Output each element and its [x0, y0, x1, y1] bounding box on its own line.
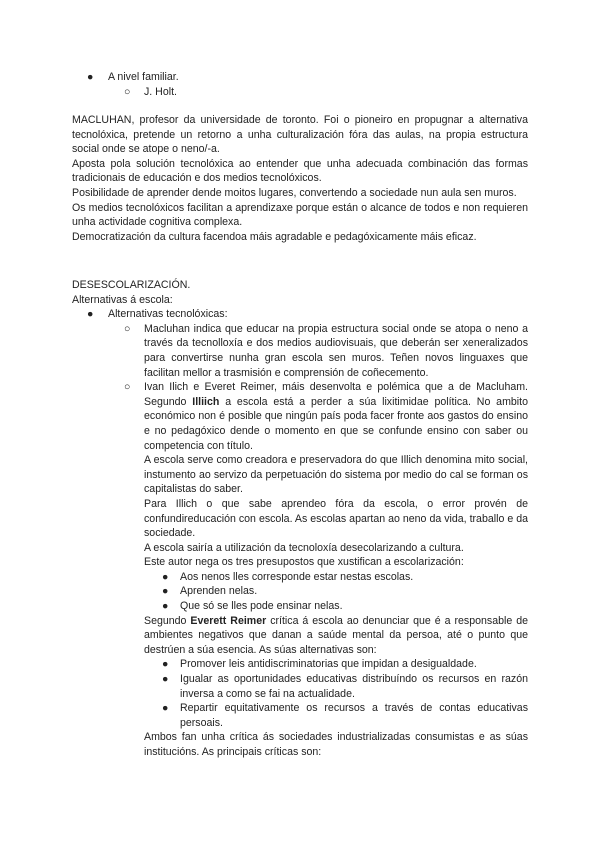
desescolarizacion-section	[72, 278, 528, 760]
illich-paragraph: Para Illich o que sabe aprendeo fóra da escola, o error provén de confundireducación con escola. As escolas apartan ao neno da vida, traballo e da sociedade.	[144, 497, 528, 540]
list-item	[162, 570, 528, 585]
list-item-text: Aprenden nelas.	[180, 585, 258, 598]
list-item	[162, 599, 528, 614]
intro-paragraph: Os medios tecnolóxicos facilitan a aprendizaxe porque están o alcance de todos e non requieren unha actividade cognitiva complexa.	[72, 201, 528, 229]
alternatives-list	[72, 307, 528, 453]
bullet-icon: ●	[162, 673, 169, 686]
bullet-icon: ●	[162, 702, 169, 715]
section-heading: DESESCOLARIZACIÓN.	[72, 279, 191, 291]
list-item	[72, 85, 528, 100]
illich-paragraph: A escola sairía a utilización da tecnoloxía desecolarizando a cultura.	[144, 541, 464, 554]
final-paragraph: Ambos fan unha crítica ás sociedades industrializadas consumistas e as súas institucións. As principais críticas son:	[144, 731, 528, 758]
presupostos-list	[72, 570, 528, 614]
list-item	[72, 322, 528, 380]
list-item	[162, 584, 528, 599]
reimer-paragraph	[72, 614, 528, 658]
list-item-text: Aos nenos lles corresponde estar nestas escolas.	[180, 570, 414, 583]
intro-paragraph: MACLUHAN, profesor da universidade de toronto. Foi o pioneiro en propugnar a alternativa tecnolóxica, pretende un retorno a unha culturalización fóra das aulas, na propia estructura social onde se atope o neno/-a.	[72, 114, 528, 156]
list-item-text: Que só se lles pode ensinar nelas.	[180, 600, 343, 613]
circle-bullet-icon: ○	[124, 322, 131, 335]
illich-tail: a escola está a perder a súa lixitimidae política. No ambito económico non é posible que ningún país poda facer fronte aos gastos do ensino e no pedagóxico dende o momento en que se confunde ensino con saber ou competencia con título.	[144, 395, 528, 452]
reimer-name: Everett Reimer	[190, 614, 267, 627]
bullet-icon: ●	[162, 570, 169, 583]
list-item-text: Repartir equitativamente os recursos a través de contas educativas persoais.	[180, 702, 528, 729]
list-item	[162, 701, 528, 730]
macluhan-text: Macluhan indica que educar na propia estructura social onde se atopa o neno a través da tecnolloxía e dos medios audiovisuais, que deberán ser xeneralizados para convertirse nunha gran escola sen muros. Teñen novos linguaxes que facilitan mellor a trasmisión e comprensión de coñecemento.	[144, 322, 528, 379]
list-item-text: Igualar as oportunidades educativas distribuíndo os recursos en razón inversa a como se fai na actualidade.	[180, 673, 528, 700]
bullet-icon: ●	[162, 600, 169, 613]
list-item	[72, 380, 528, 453]
list-item	[72, 70, 528, 85]
circle-bullet-icon: ○	[124, 381, 131, 394]
list-item-text: A nivel familiar.	[108, 71, 179, 83]
section-subheading: Alternativas á escola:	[72, 293, 173, 306]
bullet-icon: ●	[87, 71, 94, 83]
list-item-text: Promover leis antidiscriminatorias que impidan a desigualdade.	[180, 658, 477, 671]
top-list	[72, 70, 528, 99]
circle-bullet-icon: ○	[124, 85, 131, 98]
illich-paragraph: Este autor nega os tres presupostos que xustifican a escolarización:	[144, 556, 464, 569]
illich-paragraph: A escola serve como creadora e preservadora do que Illich denomina mito social, instumento ao servizo da perpetuación do sistema por medio do cal se forman os capitalistas do saber.	[144, 454, 528, 496]
list-item	[162, 657, 528, 672]
list-item-text: Alternativas tecnolóxicas:	[108, 308, 228, 321]
list-item	[72, 307, 528, 322]
list-item	[162, 672, 528, 701]
alternativas-list	[72, 657, 528, 730]
intro-paragraph: Aposta pola solución tecnolóxica ao entender que unha adecuada combinación das formas tradicionais de educación e dos medios tecnolóxicos.	[72, 157, 528, 185]
bullet-icon: ●	[87, 308, 94, 321]
bullet-icon: ●	[162, 658, 169, 671]
illich-name: Illiich	[192, 395, 220, 408]
illich-lead: Ivan Ilich e Everet Reimer, máis desenvolta e polémica que a de Macluham. Segundo	[144, 381, 528, 408]
reimer-tail: crítica á escola ao denunciar que é a responsable de ambientes negativos que danan a saúde mental da persoa, até o punto que destrúen a súa esencia. As súas alternativas son:	[144, 614, 528, 656]
bullet-icon: ●	[162, 585, 169, 598]
reimer-lead: Segundo	[144, 614, 187, 627]
intro-paragraph: Posibilidade de aprender dende moitos lugares, convertendo a sociedade nun aula sen muros.	[72, 186, 517, 199]
intro-section	[72, 113, 528, 244]
list-item-text: J. Holt.	[144, 85, 177, 98]
intro-paragraph: Democratización da cultura facendoa máis agradable e pedagóxicamente máis eficaz.	[72, 230, 477, 243]
